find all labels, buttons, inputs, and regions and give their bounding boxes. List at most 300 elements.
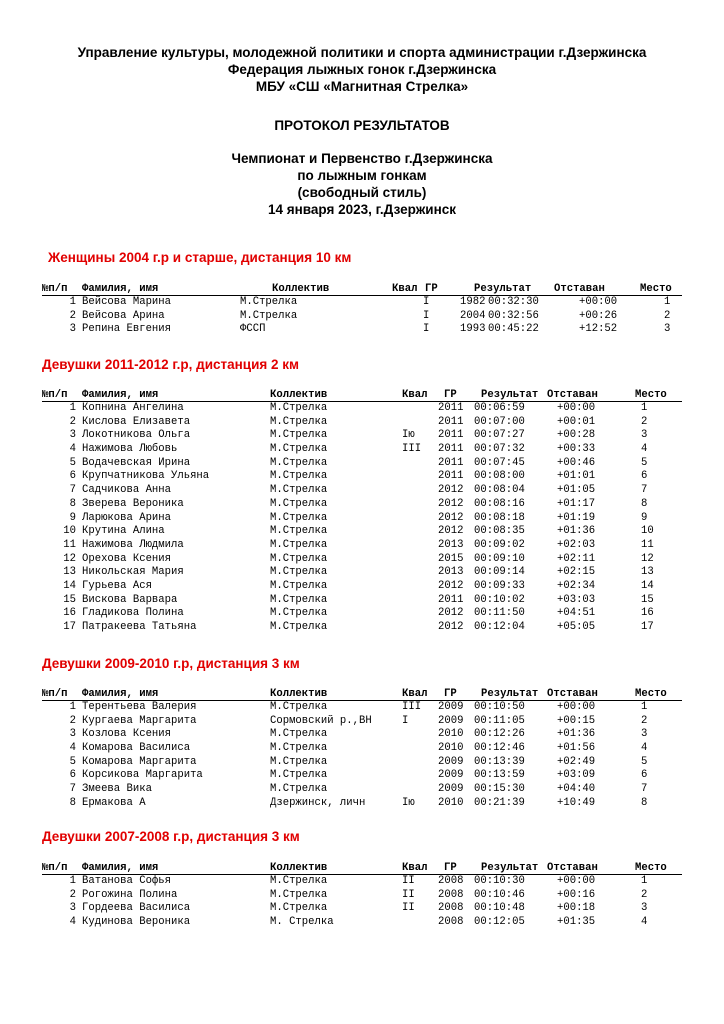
cell-result: 00:08:35 <box>474 525 525 538</box>
cell-year: 2009 <box>438 755 464 768</box>
cell-result: 00:09:10 <box>474 552 525 565</box>
cell-result: 00:10:48 <box>474 902 525 915</box>
cell-team: М.Стрелка <box>270 742 328 755</box>
cell-team: М.Стрелка <box>270 525 328 538</box>
cell-num: 5 <box>69 755 76 768</box>
cell-year: 2008 <box>438 916 464 929</box>
cell-year: 2011 <box>438 443 464 456</box>
cell-lag: +02:03 <box>557 538 596 551</box>
table-header-rule <box>42 874 682 875</box>
cell-num: 4 <box>69 742 76 755</box>
cell-team: М.Стрелка <box>270 701 328 713</box>
cell-year: 2012 <box>438 497 464 510</box>
cell-lag: +00:01 <box>557 415 596 428</box>
cell-result: 00:21:39 <box>474 796 525 809</box>
table-row <box>0 323 724 337</box>
column-header-qual: Квал <box>402 688 428 700</box>
cell-year: 2012 <box>438 484 464 497</box>
cell-qual: I <box>402 714 409 727</box>
cell-name: Крутина Алина <box>82 525 165 538</box>
column-header-result: Результат <box>481 688 539 700</box>
cell-year: 2011 <box>438 429 464 442</box>
cell-num: 3 <box>69 323 76 336</box>
cell-team: ФССП <box>240 323 266 336</box>
cell-name: Водачевская Ирина <box>82 456 191 469</box>
cell-lag: +02:34 <box>557 579 596 592</box>
section-title-girls-2007-2008: Девушки 2007-2008 г.р, дистанция 3 км <box>42 829 300 844</box>
cell-team: М.Стрелка <box>270 402 328 414</box>
section-title-girls-2009-2010: Девушки 2009-2010 г.р, дистанция 3 км <box>42 656 300 671</box>
cell-place: 8 <box>641 796 648 809</box>
cell-result: 00:10:30 <box>474 875 525 887</box>
cell-lag: +01:56 <box>557 742 596 755</box>
table-row <box>0 728 724 742</box>
cell-place: 12 <box>641 552 654 565</box>
cell-team: М.Стрелка <box>270 607 328 620</box>
column-header-place: Место <box>635 688 667 700</box>
cell-result: 00:12:05 <box>474 916 525 929</box>
cell-place: 2 <box>664 309 671 322</box>
cell-year: 2011 <box>438 470 464 483</box>
cell-lag: +04:51 <box>557 607 596 620</box>
cell-num: 17 <box>63 621 76 633</box>
cell-year: 2011 <box>438 456 464 469</box>
column-header-name: Фамилия, имя <box>82 862 159 874</box>
cell-lag: +12:52 <box>579 323 618 336</box>
cell-num: 12 <box>63 552 76 565</box>
column-header-lag: Отставан <box>554 283 605 295</box>
column-header-year: ГР <box>425 283 438 295</box>
cell-name: Корсикова Маргарита <box>82 769 203 782</box>
cell-result: 00:11:50 <box>474 607 525 620</box>
event-line-2: по лыжным гонкам <box>297 168 427 183</box>
cell-name: Нажимова Любовь <box>82 443 178 456</box>
cell-place: 6 <box>641 769 648 782</box>
column-header-lag: Отставан <box>547 389 598 401</box>
cell-result: 00:07:00 <box>474 415 525 428</box>
cell-lag: +01:19 <box>557 511 596 524</box>
cell-year: 2008 <box>438 875 464 887</box>
table-header-rule <box>42 295 682 296</box>
cell-qual: II <box>402 888 415 901</box>
cell-num: 13 <box>63 566 76 579</box>
cell-name: Зверева Вероника <box>82 497 184 510</box>
cell-lag: +10:49 <box>557 796 596 809</box>
cell-num: 14 <box>63 579 76 592</box>
cell-result: 00:10:50 <box>474 701 525 713</box>
cell-result: 00:12:46 <box>474 742 525 755</box>
table-row <box>0 512 724 526</box>
cell-name: Садчикова Анна <box>82 484 172 497</box>
cell-result: 00:06:59 <box>474 402 525 414</box>
cell-lag: +01:17 <box>557 497 596 510</box>
cell-name: Крупчатникова Ульяна <box>82 470 210 483</box>
cell-num: 2 <box>69 415 76 428</box>
cell-team: М.Стрелка <box>270 443 328 456</box>
column-header-qual: Квал <box>402 389 428 401</box>
column-header-result: Результат <box>474 283 532 295</box>
cell-lag: +00:18 <box>557 902 596 915</box>
cell-year: 2015 <box>438 552 464 565</box>
column-header-team: Коллектив <box>270 389 328 401</box>
cell-place: 16 <box>641 607 654 620</box>
cell-team: М.Стрелка <box>270 429 328 442</box>
cell-name: Вейсова Арина <box>82 309 165 322</box>
column-header-team: Коллектив <box>270 688 328 700</box>
cell-team: М.Стрелка <box>270 888 328 901</box>
cell-num: 3 <box>69 728 76 741</box>
cell-team: М.Стрелка <box>270 621 328 633</box>
cell-num: 1 <box>69 701 76 713</box>
event-line-4: 14 января 2023, г.Дзержинск <box>267 202 457 217</box>
cell-num: 2 <box>69 714 76 727</box>
cell-year: 2009 <box>438 769 464 782</box>
cell-lag: +02:15 <box>557 566 596 579</box>
cell-lag: +01:36 <box>557 525 596 538</box>
cell-name: Вейсова Марина <box>82 296 172 308</box>
cell-team: М.Стрелка <box>270 511 328 524</box>
cell-place: 8 <box>641 497 648 510</box>
cell-result: 00:32:56 <box>488 309 539 322</box>
cell-result: 00:15:30 <box>474 783 525 796</box>
cell-lag: +05:05 <box>557 621 596 633</box>
cell-place: 17 <box>641 621 654 633</box>
cell-team: М. Стрелка <box>270 916 334 929</box>
cell-result: 00:07:45 <box>474 456 525 469</box>
table-header-rule <box>42 700 682 701</box>
event-line-1: Чемпионат и Первенство г.Дзержинска <box>231 151 493 166</box>
cell-result: 00:13:39 <box>474 755 525 768</box>
table-row <box>0 797 724 811</box>
cell-year: 2008 <box>438 888 464 901</box>
column-header-lag: Отставан <box>547 688 598 700</box>
table-row <box>0 742 724 756</box>
header-line-3: МБУ «СШ «Магнитная Стрелка» <box>255 79 469 94</box>
cell-place: 10 <box>641 525 654 538</box>
table-row <box>0 484 724 498</box>
cell-team: Дзержинск, личн <box>270 796 366 809</box>
cell-num: 1 <box>69 875 76 887</box>
cell-team: М.Стрелка <box>270 566 328 579</box>
table-row <box>0 525 724 539</box>
cell-place: 1 <box>641 701 648 713</box>
cell-num: 4 <box>69 916 76 929</box>
cell-name: Репина Евгения <box>82 323 172 336</box>
cell-year: 1982 <box>460 296 486 308</box>
cell-team: М.Стрелка <box>270 593 328 606</box>
cell-name: Локотникова Ольга <box>82 429 191 442</box>
cell-name: Копнина Ангелина <box>82 402 184 414</box>
cell-place: 3 <box>641 728 648 741</box>
cell-num: 15 <box>63 593 76 606</box>
cell-result: 00:45:22 <box>488 323 539 336</box>
cell-place: 3 <box>664 323 671 336</box>
cell-team: М.Стрелка <box>240 309 298 322</box>
table-row <box>0 539 724 553</box>
table-row <box>0 416 724 430</box>
table-row <box>0 457 724 471</box>
table-row <box>0 402 724 416</box>
cell-place: 7 <box>641 783 648 796</box>
event-info <box>0 150 724 218</box>
cell-lag: +00:16 <box>557 888 596 901</box>
cell-lag: +04:40 <box>557 783 596 796</box>
results-table-women <box>0 283 724 337</box>
table-row <box>0 916 724 930</box>
cell-lag: +01:36 <box>557 728 596 741</box>
cell-result: 00:09:14 <box>474 566 525 579</box>
cell-team: Сормовский р.,ВН <box>270 714 372 727</box>
cell-place: 7 <box>641 484 648 497</box>
cell-num: 8 <box>69 497 76 510</box>
cell-team: М.Стрелка <box>270 769 328 782</box>
table-row <box>0 580 724 594</box>
cell-num: 11 <box>63 538 76 551</box>
cell-year: 2008 <box>438 902 464 915</box>
cell-year: 2012 <box>438 511 464 524</box>
column-header-num: №п/п <box>42 283 68 295</box>
cell-lag: +00:00 <box>557 875 596 887</box>
cell-qual: III <box>402 443 422 456</box>
cell-lag: +00:00 <box>557 701 596 713</box>
cell-result: 00:10:46 <box>474 888 525 901</box>
table-row <box>0 756 724 770</box>
cell-num: 8 <box>69 796 76 809</box>
cell-place: 5 <box>641 456 648 469</box>
cell-qual: Iю <box>402 796 415 809</box>
cell-name: Рогожина Полина <box>82 888 178 901</box>
column-header-num: №п/п <box>42 862 68 874</box>
cell-team: М.Стрелка <box>270 497 328 510</box>
cell-lag: +01:01 <box>557 470 596 483</box>
results-table-girls-2007-2008 <box>0 862 724 930</box>
column-header-qual: Квал <box>392 283 418 295</box>
table-row <box>0 715 724 729</box>
cell-result: 00:07:27 <box>474 429 525 442</box>
cell-num: 9 <box>69 511 76 524</box>
column-header-name: Фамилия, имя <box>82 389 159 401</box>
table-row <box>0 783 724 797</box>
column-header-num: №п/п <box>42 389 68 401</box>
column-header-lag: Отставан <box>547 862 598 874</box>
cell-place: 2 <box>641 415 648 428</box>
column-header-place: Место <box>640 283 672 295</box>
cell-result: 00:09:02 <box>474 538 525 551</box>
cell-num: 3 <box>69 902 76 915</box>
cell-lag: +00:00 <box>579 296 618 308</box>
cell-lag: +03:09 <box>557 769 596 782</box>
cell-result: 00:08:04 <box>474 484 525 497</box>
cell-num: 1 <box>69 296 76 308</box>
cell-team: М.Стрелка <box>270 456 328 469</box>
cell-qual: I <box>423 296 430 308</box>
table-row <box>0 296 724 310</box>
cell-place: 1 <box>641 402 648 414</box>
cell-place: 6 <box>641 470 648 483</box>
cell-num: 1 <box>69 402 76 414</box>
cell-year: 2009 <box>438 783 464 796</box>
cell-qual: I <box>423 323 430 336</box>
column-header-year: ГР <box>444 389 457 401</box>
cell-team: М.Стрелка <box>270 538 328 551</box>
cell-name: Змеева Вика <box>82 783 152 796</box>
cell-year: 2013 <box>438 566 464 579</box>
table-row <box>0 594 724 608</box>
table-row <box>0 470 724 484</box>
column-header-team: Коллектив <box>270 862 328 874</box>
cell-team: М.Стрелка <box>270 579 328 592</box>
cell-name: Кургаева Маргарита <box>82 714 197 727</box>
cell-team: М.Стрелка <box>270 552 328 565</box>
table-row <box>0 889 724 903</box>
cell-year: 1993 <box>460 323 486 336</box>
cell-place: 9 <box>641 511 648 524</box>
cell-num: 2 <box>69 888 76 901</box>
cell-team: М.Стрелка <box>270 783 328 796</box>
header-line-2: Федерация лыжных гонок г.Дзержинска <box>227 62 497 77</box>
cell-team: М.Стрелка <box>270 415 328 428</box>
document-header <box>0 44 724 95</box>
cell-year: 2012 <box>438 607 464 620</box>
cell-result: 00:08:16 <box>474 497 525 510</box>
cell-year: 2010 <box>438 742 464 755</box>
cell-name: Гурьева Ася <box>82 579 152 592</box>
cell-lag: +00:28 <box>557 429 596 442</box>
cell-result: 00:13:59 <box>474 769 525 782</box>
cell-qual: Iю <box>402 429 415 442</box>
cell-lag: +01:05 <box>557 484 596 497</box>
cell-name: Кудинова Вероника <box>82 916 191 929</box>
table-row <box>0 621 724 635</box>
column-header-name: Фамилия, имя <box>82 688 159 700</box>
cell-team: М.Стрелка <box>270 755 328 768</box>
table-row <box>0 553 724 567</box>
protocol-title-text: ПРОТОКОЛ РЕЗУЛЬТАТОВ <box>274 118 450 133</box>
results-table-girls-2011-2012 <box>0 389 724 635</box>
cell-num: 10 <box>63 525 76 538</box>
cell-place: 3 <box>641 429 648 442</box>
cell-place: 3 <box>641 902 648 915</box>
column-header-name: Фамилия, имя <box>82 283 159 295</box>
cell-qual: II <box>402 902 415 915</box>
cell-place: 4 <box>641 916 648 929</box>
column-header-qual: Квал <box>402 862 428 874</box>
cell-place: 2 <box>641 888 648 901</box>
column-header-result: Результат <box>481 862 539 874</box>
table-row <box>0 902 724 916</box>
column-header-place: Место <box>635 389 667 401</box>
cell-result: 00:12:04 <box>474 621 525 633</box>
cell-name: Комарова Василиса <box>82 742 191 755</box>
table-row <box>0 769 724 783</box>
cell-qual: III <box>402 701 422 713</box>
cell-num: 4 <box>69 443 76 456</box>
cell-year: 2012 <box>438 525 464 538</box>
cell-place: 2 <box>641 714 648 727</box>
table-row <box>0 310 724 324</box>
cell-lag: +00:46 <box>557 456 596 469</box>
column-header-place: Место <box>635 862 667 874</box>
column-header-team: Коллектив <box>272 283 330 295</box>
cell-name: Козлова Ксения <box>82 728 172 741</box>
section-title-girls-2011-2012: Девушки 2011-2012 г.р, дистанция 2 км <box>42 357 300 372</box>
cell-place: 4 <box>641 742 648 755</box>
cell-year: 2012 <box>438 621 464 633</box>
table-row <box>0 607 724 621</box>
cell-year: 2012 <box>438 579 464 592</box>
cell-place: 5 <box>641 755 648 768</box>
cell-name: Ватанова Софья <box>82 875 172 887</box>
cell-name: Орехова Ксения <box>82 552 172 565</box>
cell-name: Нажимова Людмила <box>82 538 184 551</box>
cell-name: Ларюкова Арина <box>82 511 172 524</box>
cell-lag: +00:15 <box>557 714 596 727</box>
cell-num: 6 <box>69 769 76 782</box>
cell-year: 2011 <box>438 402 464 414</box>
column-header-result: Результат <box>481 389 539 401</box>
cell-place: 15 <box>641 593 654 606</box>
cell-year: 2013 <box>438 538 464 551</box>
table-row <box>0 701 724 715</box>
cell-place: 1 <box>641 875 648 887</box>
cell-year: 2011 <box>438 593 464 606</box>
cell-name: Кислова Елизавета <box>82 415 191 428</box>
table-row <box>0 566 724 580</box>
cell-qual: II <box>402 875 415 887</box>
header-line-1: Управление культуры, молодежной политики и спорта администрации г.Дзержинска <box>77 45 647 60</box>
cell-year: 2004 <box>460 309 486 322</box>
cell-name: Комарова Маргарита <box>82 755 197 768</box>
cell-result: 00:08:00 <box>474 470 525 483</box>
cell-place: 1 <box>664 296 671 308</box>
cell-name: Вискова Варвара <box>82 593 178 606</box>
cell-team: М.Стрелка <box>270 902 328 915</box>
cell-place: 14 <box>641 579 654 592</box>
cell-name: Терентьева Валерия <box>82 701 197 713</box>
table-row <box>0 443 724 457</box>
event-line-3: (свободный стиль) <box>297 185 427 200</box>
cell-result: 00:07:32 <box>474 443 525 456</box>
table-header-rule <box>42 401 682 402</box>
table-row <box>0 429 724 443</box>
cell-num: 7 <box>69 783 76 796</box>
column-header-year: ГР <box>444 862 457 874</box>
cell-result: 00:08:18 <box>474 511 525 524</box>
cell-team: М.Стрелка <box>270 470 328 483</box>
cell-num: 5 <box>69 456 76 469</box>
results-table-girls-2009-2010 <box>0 688 724 811</box>
cell-num: 6 <box>69 470 76 483</box>
cell-year: 2009 <box>438 701 464 713</box>
cell-lag: +00:33 <box>557 443 596 456</box>
section-title-women: Женщины 2004 г.р и старше, дистанция 10 км <box>48 250 352 265</box>
cell-num: 7 <box>69 484 76 497</box>
protocol-title <box>0 117 724 134</box>
cell-year: 2010 <box>438 728 464 741</box>
cell-team: М.Стрелка <box>270 728 328 741</box>
cell-lag: +02:11 <box>557 552 596 565</box>
cell-name: Гладикова Полина <box>82 607 184 620</box>
cell-num: 3 <box>69 429 76 442</box>
cell-team: М.Стрелка <box>240 296 298 308</box>
cell-team: М.Стрелка <box>270 484 328 497</box>
cell-lag: +00:26 <box>579 309 618 322</box>
cell-year: 2009 <box>438 714 464 727</box>
cell-lag: +00:00 <box>557 402 596 414</box>
cell-name: Гордеева Василиса <box>82 902 191 915</box>
cell-num: 2 <box>69 309 76 322</box>
cell-team: М.Стрелка <box>270 875 328 887</box>
